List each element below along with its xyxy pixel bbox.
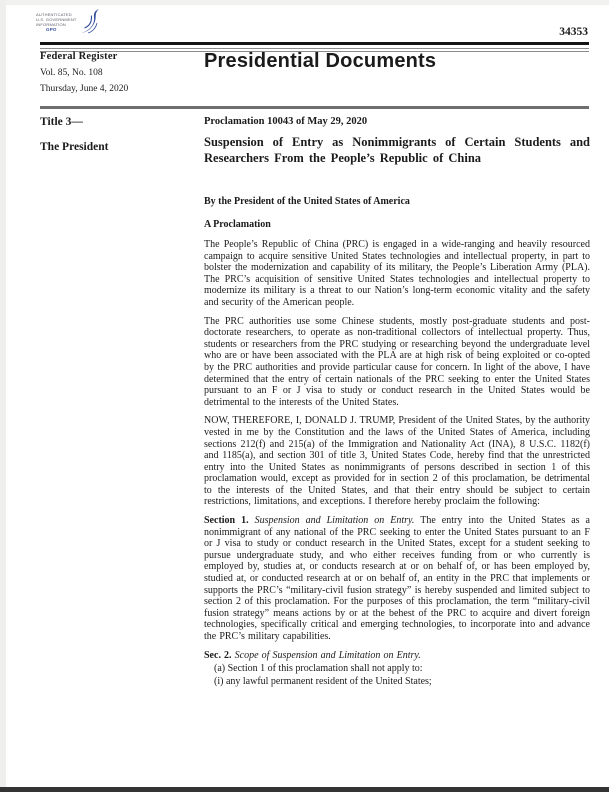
scan-edge-bottom: [0, 787, 609, 792]
gpo-logo-line1: AUTHENTICATED: [36, 12, 72, 17]
page-number: 34353: [559, 26, 588, 38]
paragraph-1: The People’s Republic of China (PRC) is engaged in a wide-ranging and heavily resourced campaign to acquire sensitive United States technologies and intellectual property, in part to bolster the modernization and capability of its military, the People’s Liberation Army (PLA). The PRC’s acquisition of sensitive United States technologies and intellectual property to modernize its military is a threat to our Nation’s long-term economic vitality and the safety and security of the American people.: [204, 239, 590, 308]
section-1-body: The entry into the United States as a nonimmigrant of any national of the PRC seeking to enter the United States pursuant to an F or J visa to study or conduct research in the United States, except for a student seeking to pursue undergraduate study, and who either receives funding from or who currently is employed by, studies at, or conducts research at or on behalf of, or has been employed by, studied at, or conducted research at or on behalf of, an entity in the PRC that implements or supports the PRC’s “military-civil fusion strategy” is hereby suspended and limited subject to section 2 of this proclamation. For the purposes of this proclamation, the term “military-civil fusion strategy” means actions by or at the behest of the PRC to acquire and divert foreign technologies, specifically critical and emerging technologies, to incorporate into and advance the PRC’s military capabilities.: [204, 515, 590, 642]
a-proclamation-heading: A Proclamation: [204, 219, 271, 230]
scan-edge-top: [0, 0, 609, 5]
sec-2-line: [204, 650, 590, 662]
gpo-logo-text: [36, 12, 77, 32]
proclamation-number-line: Proclamation 10043 of May 29, 2020: [204, 116, 368, 127]
journal-title: Federal Register: [40, 51, 118, 62]
gpo-logo-line2: U.S. GOVERNMENT: [36, 17, 77, 22]
byline: By the President of the United States of America: [204, 196, 410, 207]
scan-edge-left: [0, 0, 6, 792]
title-sidebar: [40, 116, 190, 153]
masthead: [40, 51, 128, 94]
gpo-logo-line3: INFORMATION: [36, 22, 66, 27]
paragraph-2: The PRC authorities use some Chinese students, mostly post-graduate students and post-doctorate researchers, to operate as non-traditional collectors of intellectual property. Thus, students or researchers from the PRC studying or researching beyond the undergraduate level who are or have been associated with the PLA are at high risk of being exploited or co-opted by the PRC authorities and provide particular cause for concern. In light of the above, I have determined that the entry of certain nationals of the PRC seeking to enter the United States pursuant to an F or J visa to study or conduct research in the United States would be detrimental to the interests of the United States.: [204, 315, 590, 408]
clause-a: (a) Section 1 of this proclamation shall not apply to:: [214, 663, 423, 675]
the-president-label: The President: [40, 141, 109, 153]
sec-2-title: Scope of Suspension and Limitation on Entry.: [234, 649, 421, 661]
header-rule-thick: [40, 42, 589, 45]
title-3-label: Title 3—: [40, 116, 83, 128]
document-body: [204, 196, 590, 689]
gpo-eagle-icon: [79, 8, 101, 41]
gpo-authenticated-logo: [36, 8, 101, 41]
paragraph-3: NOW, THEREFORE, I, DONALD J. TRUMP, President of the United States, by the authority vested in me by the Constitution and the laws of the United States of America, including sections 212(f) and 215(a) of the Immigration and Nationality Act (INA), 8 U.S.C. 1182(f) and 1185(a), and section 301 of title 3, United States Code, hereby find that the unrestricted entry into the United States as nonimmigrants of persons described in section 1 of this proclamation would, except as provided for in section 2 of this proclamation, be detrimental to the interests of the United States, and that their entry should be subject to certain restrictions, limitations, and exceptions. I therefore hereby proclaim the following:: [204, 415, 590, 508]
document-header: [204, 116, 590, 166]
section-1-label: Section 1.: [204, 515, 249, 527]
clause-i: (i) any lawful permanent resident of the United States;: [214, 676, 432, 688]
issue-date: Thursday, June 4, 2020: [40, 84, 129, 94]
section-1-title: Suspension and Limitation on Entry.: [254, 515, 415, 527]
volume-number: Vol. 85, No. 108: [40, 68, 103, 78]
sec-2-label: Sec. 2.: [204, 649, 232, 661]
gpo-logo-gpo: GPO: [46, 27, 57, 32]
proclamation-title: Suspension of Entry as Nonimmigrants of Certain Students and Researchers From the People’s Republic of China: [204, 135, 590, 165]
section-heading: Presidential Documents: [204, 50, 437, 72]
masthead-bottom-rule: [40, 106, 589, 109]
section-1-paragraph: [204, 515, 590, 643]
